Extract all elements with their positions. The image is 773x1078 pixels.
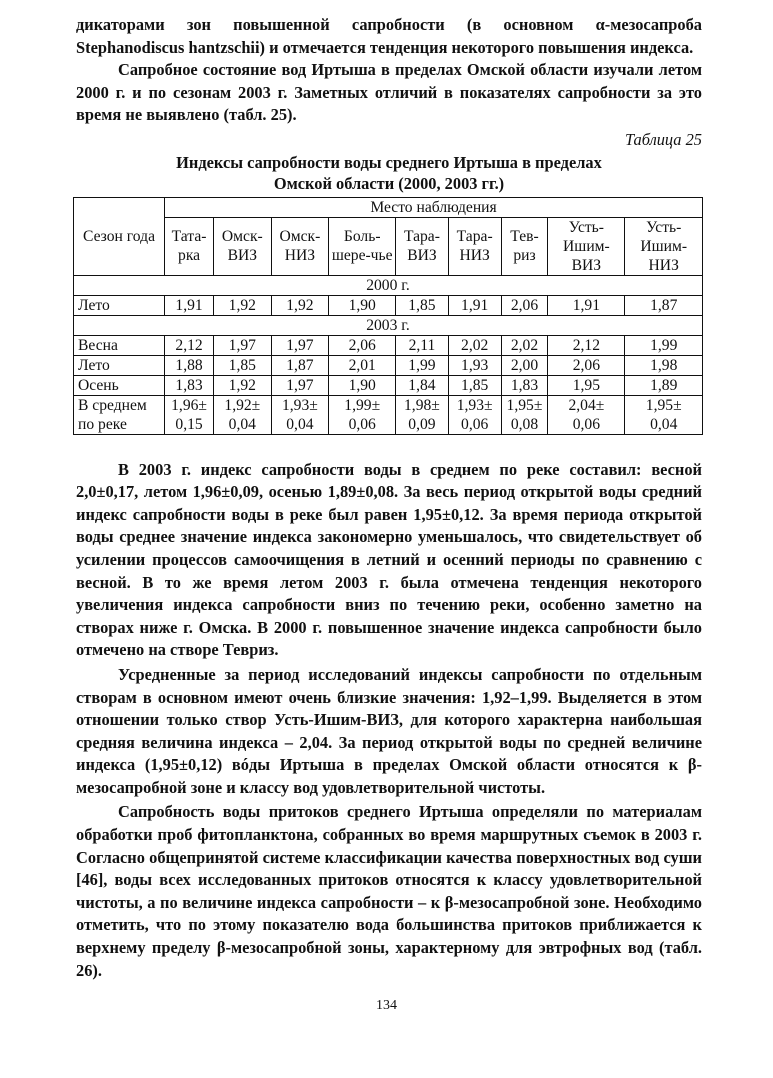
average-cell — [448, 395, 501, 434]
average-cell — [329, 395, 396, 434]
page-number: 134 — [376, 998, 397, 1013]
table-title-line-1: Индексы сапробности воды среднего Иртыша в пределах — [176, 152, 602, 172]
column-header: Тата-рка — [165, 217, 214, 275]
average-value: 1,92± — [224, 396, 261, 414]
paragraph-3: В 2003 г. индекс сапробности воды в среднем по реке составил: весной 2,0±0,17, летом 1,96±0,09, осенью 1,89±0,08. За весь период открытой воды средний индекс сапробности воды в реке был равен 1,95±0,12. За время периода открытой воды среднее значение индекса закономерно уменьшалось, что свидетельствует об усилении процессов самоочищения в летний и осенний периоды по сравнению с весной. В то же время летом 2003 г. была отмечена тенденция некоторого увеличения индекса сапробности вниз по течению реки, особенно заметно на створах ниже г. Омска. В 2000 г. повышенное значение индекса сапробности было отмечено на створе Тевриз. — [76, 459, 702, 660]
average-value: 1,93± — [281, 396, 318, 414]
season-header: Сезон года — [74, 197, 165, 275]
average-label-line-2: по реке — [78, 415, 127, 433]
value-cell: 1,97 — [271, 375, 329, 395]
year-2003-row: 2003 г. — [74, 315, 703, 335]
table-caption: Таблица 25 — [625, 129, 702, 149]
value-cell: 1,90 — [329, 295, 396, 315]
average-cell — [501, 395, 548, 434]
value-cell: 1,97 — [271, 335, 329, 355]
bottom-text — [76, 459, 702, 983]
value-cell: 1,93 — [448, 355, 501, 375]
place-header: Место наблюдения — [165, 197, 703, 217]
value-cell: 2,02 — [448, 335, 501, 355]
paragraph-4: Усредненные за период исследований индексы сапробности по отдельным створам в основном имеют очень близкие значения: 1,92–1,99. Выделяется в этом отношении только створ Усть-Ишим-ВИЗ, для которого характерна наибольшая средняя величина индекса – 2,04. За период открытой воды по средней величине индекса (1,95±0,12) вóды Иртыша в пределах Омской области относятся к β-мезосапробной зоне и классу вод удовлетворительной чистоты. — [76, 664, 702, 797]
average-value: 1,95± — [645, 396, 682, 414]
column-header: Боль-шере-чье — [329, 217, 396, 275]
paragraph-2: Сапробное состояние вод Иртыша в пределах Омской области изучали летом 2000 г. и по сезонам 2003 г. Заметных отличий в показателях сапробности за это время не выявлено (табл. 25). — [76, 60, 702, 125]
average-error: 0,04 — [228, 415, 256, 433]
value-cell: 1,95 — [548, 375, 625, 395]
average-value: 1,93± — [456, 396, 493, 414]
column-header-row — [74, 217, 703, 275]
value-cell: 2,12 — [548, 335, 625, 355]
value-cell: 2,00 — [501, 355, 548, 375]
table-row — [74, 355, 703, 375]
average-cell — [548, 395, 625, 434]
rows-2000 — [74, 295, 703, 315]
paragraph-5: Сапробность воды притоков среднего Иртыша определяли по материалам обработки проб фитопланктона, собранных во время маршрутных съемок в 2003 г. Согласно общепринятой системе классификации качества поверхностных вод суши [46], воды всех исследованных притоков относятся к классу удовлетворительной чистоты, а по величине индекса сапробности – к β-мезосапробной зоне. Необходимо отметить, что по этому показателю вода большинства притоков приближается к верхнему пределу β-мезосапробной зоны, характерному для эвтрофных вод (табл. 26). — [76, 802, 702, 980]
average-value: 1,96± — [171, 396, 207, 414]
value-cell: 1,92 — [214, 295, 271, 315]
average-cell — [271, 395, 329, 434]
rows-2003 — [74, 335, 703, 395]
average-cell — [396, 395, 449, 434]
average-value: 1,98± — [404, 396, 440, 414]
column-header: Тара-НИЗ — [448, 217, 501, 275]
value-cell: 1,87 — [271, 355, 329, 375]
average-label-line-1: В среднем — [78, 396, 147, 414]
season-cell: Лето — [74, 295, 165, 315]
average-error: 0,08 — [510, 415, 539, 433]
column-header: Омск-НИЗ — [271, 217, 329, 275]
average-error: 0,06 — [461, 415, 489, 433]
table-row — [74, 295, 703, 315]
value-cell: 1,88 — [165, 355, 214, 375]
average-cell — [214, 395, 271, 434]
paragraph-1: дикаторами зон повышенной сапробности (в основном α-мезосапроба Stephanodiscus hantzschii) и отмечается тенденция некоторого повышения индекса. — [76, 15, 702, 57]
average-error: 0,09 — [408, 415, 436, 433]
value-cell: 1,89 — [625, 375, 703, 395]
average-cell — [625, 395, 703, 434]
value-cell: 1,92 — [271, 295, 329, 315]
table-title-line-2: Омской области (2000, 2003 гг.) — [273, 173, 505, 193]
table-row — [74, 335, 703, 355]
saprobity-table — [73, 197, 703, 435]
value-cell: 1,91 — [548, 295, 625, 315]
value-cell: 2,06 — [501, 295, 548, 315]
season-cell: Осень — [74, 375, 165, 395]
column-header: Усть-Ишим-НИЗ — [625, 217, 703, 275]
column-header: Тев-риз — [501, 217, 548, 275]
value-cell: 1,91 — [165, 295, 214, 315]
value-cell: 1,92 — [214, 375, 271, 395]
value-cell: 1,83 — [501, 375, 548, 395]
column-header: Усть-Ишим-ВИЗ — [548, 217, 625, 275]
average-row — [74, 395, 703, 434]
value-cell: 2,06 — [329, 335, 396, 355]
value-cell: 1,90 — [329, 375, 396, 395]
value-cell: 2,11 — [396, 335, 449, 355]
column-header: Омск-ВИЗ — [214, 217, 271, 275]
value-cell: 1,83 — [165, 375, 214, 395]
value-cell: 1,97 — [214, 335, 271, 355]
average-error: 0,06 — [572, 415, 601, 433]
season-cell: Лето — [74, 355, 165, 375]
table-row — [74, 375, 703, 395]
average-cell — [165, 395, 214, 434]
value-cell: 1,91 — [448, 295, 501, 315]
value-cell: 1,99 — [625, 335, 703, 355]
average-error: 0,15 — [175, 415, 203, 433]
average-label — [74, 395, 165, 434]
value-cell: 2,06 — [548, 355, 625, 375]
value-cell: 2,12 — [165, 335, 214, 355]
value-cell: 1,85 — [396, 295, 449, 315]
average-value: 2,04± — [568, 396, 605, 414]
year-2000-row: 2000 г. — [74, 275, 703, 295]
season-cell: Весна — [74, 335, 165, 355]
average-error: 0,06 — [348, 415, 376, 433]
average-error: 0,04 — [286, 415, 314, 433]
value-cell: 2,02 — [501, 335, 548, 355]
average-value: 1,95± — [506, 396, 543, 414]
column-header: Тара-ВИЗ — [396, 217, 449, 275]
value-cell: 1,99 — [396, 355, 449, 375]
average-value: 1,99± — [344, 396, 381, 414]
average-error: 0,04 — [650, 415, 678, 433]
value-cell: 1,85 — [448, 375, 501, 395]
value-cell: 1,84 — [396, 375, 449, 395]
page-body — [76, 14, 702, 982]
value-cell: 1,98 — [625, 355, 703, 375]
value-cell: 2,01 — [329, 355, 396, 375]
value-cell: 1,85 — [214, 355, 271, 375]
value-cell: 1,87 — [625, 295, 703, 315]
